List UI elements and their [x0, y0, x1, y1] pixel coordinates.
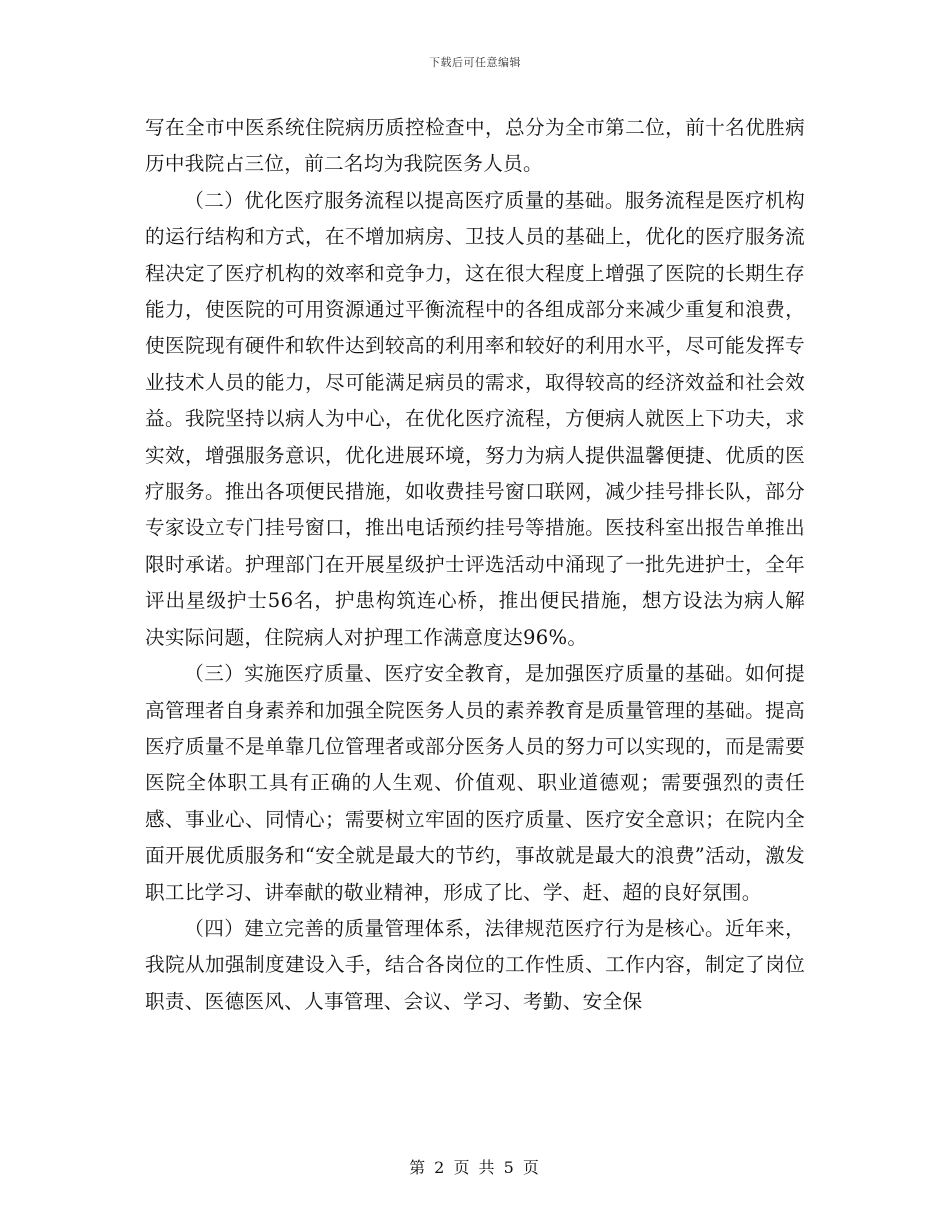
page-footer: 第 2 页 共 5 页: [409, 1158, 541, 1177]
paragraph: （四）建立完善的质量管理体系，法律规范医疗行为是核心。近年来，我院从加强制度建设入手，结合各岗位的工作性质、工作内容，制定了岗位职责、医德医风、人事管理、会议、学习、考勤、安全保: [145, 916, 805, 1013]
paragraph: （二）优化医疗服务流程以提高医疗质量的基础。服务流程是医疗机构的运行结构和方式，在不增加病房、卫技人员的基础上，优化的医疗服务流程决定了医疗机构的效率和竞争力，这在很大程度上增强了医院的长期生存能力，使医院的可用资源通过平衡流程中的各组成部分来减少重复和浪费，使医院现有硬件和软件达到较高的利用率和较好的利用水平，尽可能发挥专业技术人员的能力，尽可能满足病员的需求，取得较高的经济效益和社会效益。我院坚持以病人为中心，在优化医疗流程，方便病人就医上下功夫，求实效，增强服务意识，优化进展环境，努力为病人提供温馨便捷、优质的医疗服务。推出各项便民措施，如收费挂号窗口联网，减少挂号排长队，部分专家设立专门挂号窗口，推出电话预约挂号等措施。医技科室出报告单推出限时承诺。护理部门在开展星级护士评选活动中涌现了一批先进护士，全年评出星级护士56名，护患构筑连心桥，推出便民措施，想方设法为病人解决实际问题，住院病人对护理工作满意度达96%。: [145, 188, 805, 649]
document-body: [145, 110, 805, 1020]
paragraph: 写在全市中医系统住院病历质控检查中，总分为全市第二位，前十名优胜病历中我院占三位，前二名均为我院医务人员。: [145, 116, 805, 176]
page-header: 下载后可任意编辑: [429, 56, 521, 69]
paragraph: （三）实施医疗质量、医疗安全教育，是加强医疗质量的基础。如何提高管理者自身素养和加强全院医务人员的素养教育是质量管理的基础。提高医疗质量不是单靠几位管理者或部分医务人员的努力可以实现的，而是需要医院全体职工具有正确的人生观、价值观、职业道德观；需要强烈的责任感、事业心、同情心；需要树立牢固的医疗质量、医疗安全意识；在院内全面开展优质服务和“安全就是最大的节约，事故就是最大的浪费”活动，激发职工比学习、讲奉献的敬业精神，形成了比、学、赶、超的良好氛围。: [145, 662, 805, 904]
